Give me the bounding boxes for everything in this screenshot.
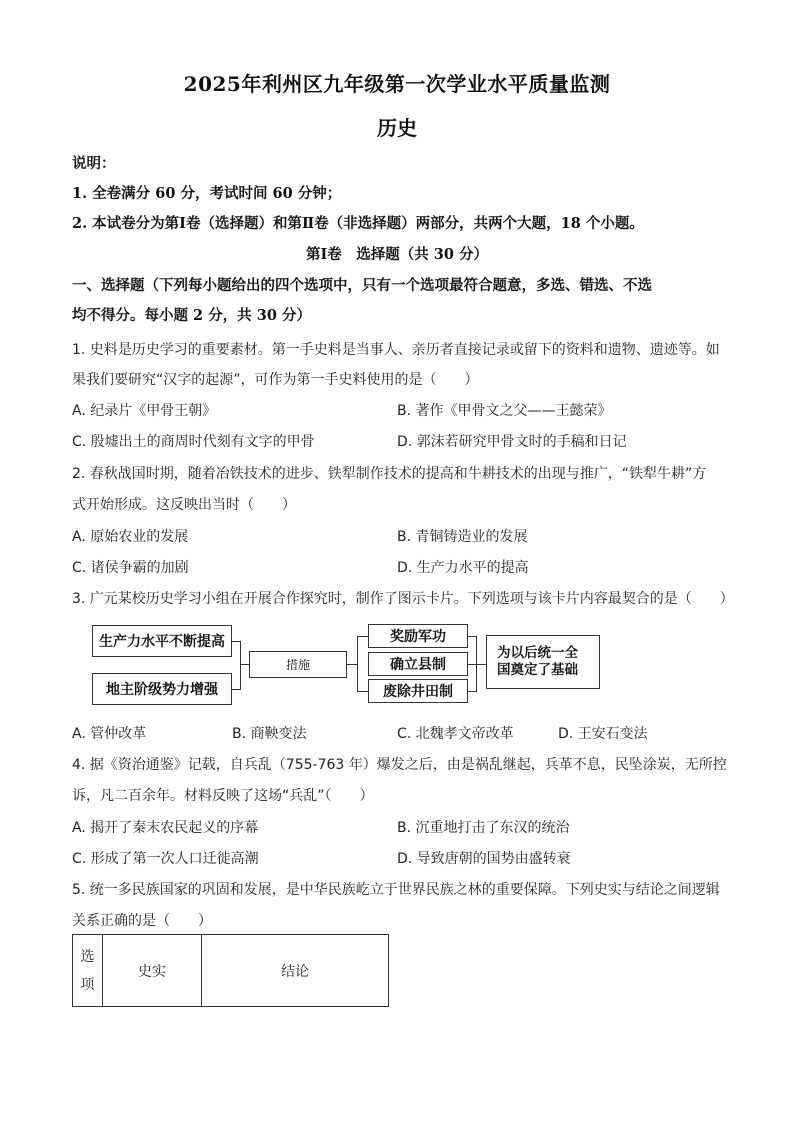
q2-option-c: C. 诸侯争霸的加剧 <box>72 560 189 576</box>
section-heading-line2: 均不得分。每小题 2 分，共 30 分） <box>72 307 311 324</box>
q3-option-c: C. 北魏孝文帝改革 <box>397 726 514 742</box>
instruction-item-1: 1. 全卷满分 60 分，考试时间 60 分钟； <box>72 185 342 202</box>
diagram-box-abolish-well-field: 废除井田制 <box>368 679 468 703</box>
diagram-box-measures: 措施 <box>249 651 347 678</box>
table-header-fact: 史实 <box>103 935 202 1007</box>
q3-option-b: B. 商鞅变法 <box>232 726 307 742</box>
q1-option-a: A. 纪录片《甲骨王朝》 <box>72 403 217 419</box>
connector-line <box>240 664 249 665</box>
q1-option-d: D. 郭沫若研究甲骨文时的手稿和日记 <box>397 434 627 450</box>
q4-option-d: D. 导致唐朝的国势由盛转衰 <box>397 851 571 867</box>
connector-line <box>357 691 368 692</box>
connector-line <box>468 636 476 637</box>
q1-text-line1: 1. 史料是历史学习的重要素材。第一手史料是当事人、亲历者直接记录或留下的资料和遗物、遗迹等。如 <box>72 342 720 358</box>
q3-option-d: D. 王安石变法 <box>558 726 648 742</box>
diagram-box-productivity: 生产力水平不断提高 <box>92 625 232 657</box>
q4-text-line1: 4. 据《资治通鉴》记载，自兵乱（755-763 年）爆发之后，由是祸乱继起，兵革不息，民坠涂炭，无所控 <box>72 757 727 773</box>
q1-option-c: C. 殷墟出土的商周时代刻有文字的甲骨 <box>72 434 315 450</box>
diagram-box-foundation: 为以后统一全国奠定了基础 <box>486 635 600 689</box>
q2-option-d: D. 生产力水平的提高 <box>397 560 529 576</box>
table-header-conclusion: 结论 <box>202 935 389 1007</box>
connector-line <box>232 641 240 642</box>
q5-text-line1: 5. 统一多民族国家的巩固和发展，是中华民族屹立于世界民族之林的重要保障。下列史实与结论之间逻辑 <box>72 882 720 898</box>
connector-line <box>468 691 476 692</box>
diagram-box-military-merit: 奖励军功 <box>368 624 468 648</box>
q2-text-line1: 2. 春秋战国时期，随着冶铁技术的进步、铁犁制作技术的提高和牛耕技术的出现与推广，“铁犁牛耕”方 <box>72 466 707 482</box>
q1-option-b: B. 著作《甲骨文之父——王懿荣》 <box>397 403 612 419</box>
connector-line <box>476 664 486 665</box>
q2-text-line2: 式开始形成。这反映出当时（ ） <box>72 497 296 513</box>
instruction-item-2: 2. 本试卷分为第Ⅰ卷（选择题）和第Ⅱ卷（非选择题）两部分，共两个大题，18 个小题。 <box>72 215 644 232</box>
connector-line <box>468 664 476 665</box>
q3-text-line1: 3. 广元某校历史学习小组在开展合作探究时，制作了图示卡片。下列选项与该卡片内容最契合的是（ ） <box>72 591 734 607</box>
exam-subject: 历史 <box>377 116 417 140</box>
q5-text-line2: 关系正确的是（ ） <box>72 913 212 929</box>
connector-line <box>240 641 241 690</box>
connector-line <box>347 664 357 665</box>
q4-option-c: C. 形成了第一次人口迁徙高潮 <box>72 851 259 867</box>
diagram-box-landlord-class: 地主阶级势力增强 <box>92 673 232 705</box>
q3-option-a: A. 管仲改革 <box>72 726 147 742</box>
q4-text-line2: 诉，凡二百余年。材料反映了这场“兵乱”（ ） <box>72 788 374 804</box>
connector-line <box>357 636 358 692</box>
exam-title: 2025年利州区九年级第一次学业水平质量监测 <box>183 72 611 96</box>
connector-line <box>232 689 240 690</box>
q1-text-line2: 果我们要研究“汉字的起源”，可作为第一手史料使用的是（ ） <box>72 372 479 388</box>
section-heading-line1: 一、选择题（下列每小题给出的四个选项中，只有一个选项最符合题意，多选、错选、不选 <box>72 277 652 294</box>
part1-heading: 第Ⅰ卷 选择题（共 30 分） <box>305 246 489 263</box>
instructions-label: 说明： <box>72 155 116 172</box>
table-header-row <box>73 935 389 1007</box>
connector-line <box>357 636 368 637</box>
q2-option-a: A. 原始农业的发展 <box>72 529 189 545</box>
q4-option-b: B. 沉重地打击了东汉的统治 <box>397 820 570 836</box>
diagram-box-county-system: 确立县制 <box>368 652 468 676</box>
q4-option-a: A. 揭开了秦末农民起义的序幕 <box>72 820 259 836</box>
q2-option-b: B. 青铜铸造业的发展 <box>397 529 528 545</box>
table-header-option: 选项 <box>73 935 103 1007</box>
q5-table <box>72 934 389 1007</box>
